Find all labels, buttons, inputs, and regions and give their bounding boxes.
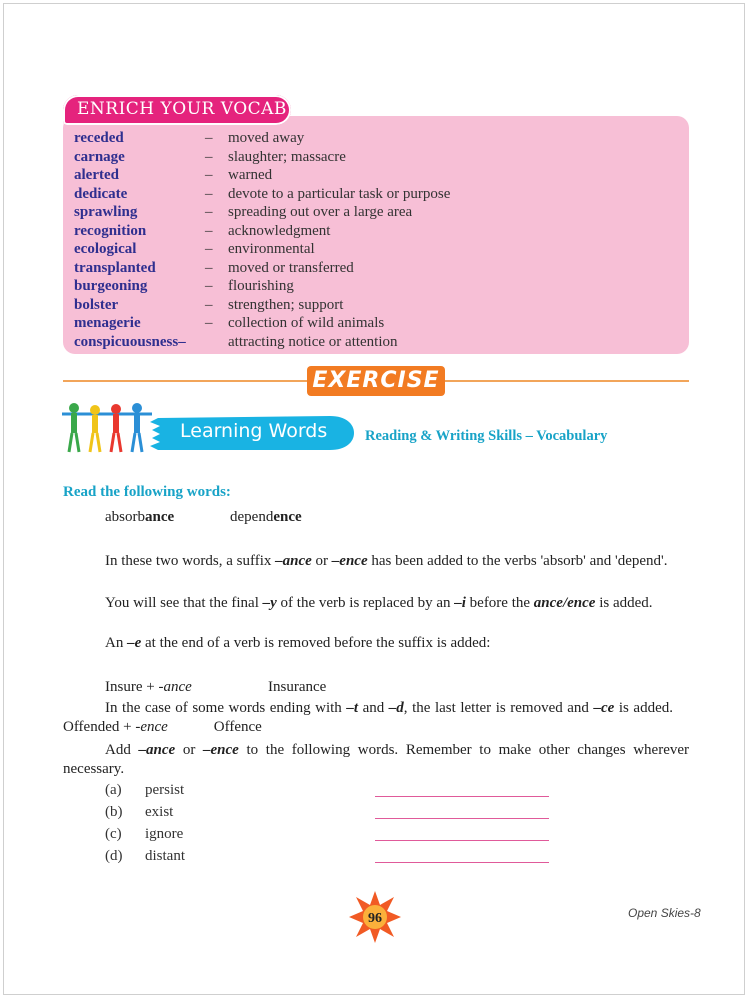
vocab-dash: – (205, 148, 213, 165)
learning-words-subtitle: Reading & Writing Skills – Vocabulary (365, 428, 608, 444)
vocab-meaning: environmental (228, 241, 315, 257)
question-word: ignore (145, 826, 184, 842)
paragraph-1: In these two words, a suffix –ance or –ence has been added to the verbs 'absorb' and 'depend'. (105, 553, 668, 569)
vocab-dash: – (205, 185, 213, 202)
vocab-meaning: acknowledgment (228, 222, 331, 239)
vocab-word: alerted (74, 167, 119, 183)
answer-line[interactable] (375, 818, 549, 819)
vocab-word: ecological (74, 241, 137, 257)
example-stem: depend (230, 509, 274, 525)
answer-line[interactable] (375, 840, 549, 841)
vocab-title-tag (63, 95, 291, 125)
vocab-dash: – (205, 259, 213, 276)
vocab-word: recognition (74, 222, 147, 239)
question-word: persist (145, 782, 185, 798)
vocab-word: bolster (74, 296, 119, 313)
vocab-word: sprawling (74, 204, 138, 220)
example-stem: absorb (105, 509, 145, 525)
vocab-word: dedicate (74, 185, 128, 202)
answer-line[interactable] (375, 862, 549, 863)
example-word-1 (105, 508, 174, 527)
vocab-meaning: spreading out over a large area (228, 204, 413, 220)
vocab-dash: – (205, 130, 213, 146)
exercise-title: EXERCISE (312, 368, 440, 393)
vocab-dash: – (205, 315, 213, 331)
learning-words-title: Learning Words (180, 420, 328, 442)
page-number-star-icon (348, 890, 402, 944)
vocab-word: conspicuousness– (74, 333, 186, 350)
vocab-meaning: slaughter; massacre (228, 148, 346, 165)
vocab-dash: – (205, 296, 213, 313)
vocab-word: menagerie (74, 315, 141, 331)
vocab-meaning: moved away (228, 130, 305, 146)
vocab-meaning: flourishing (228, 278, 294, 294)
answer-line[interactable] (375, 796, 549, 797)
kids-holding-hands-icon (62, 400, 152, 455)
insure-example: Insure + -ance (105, 679, 192, 695)
example-suffix: ence (273, 509, 302, 525)
vocab-dash: – (205, 167, 213, 183)
paragraph-2: You will see that the final –y of the verb is replaced by an –i before the ance/ence is added. (105, 595, 653, 611)
vocab-meaning: attracting notice or attention (228, 333, 398, 350)
paragraph-4: In the case of some words ending with –t and –d, the last letter is removed and –ce is added.Offended + -ence Offence (63, 700, 673, 735)
paragraph-3: An –e at the end of a verb is removed before the suffix is added: (105, 635, 491, 651)
example-word-2 (230, 508, 302, 527)
question-label: (b) (105, 804, 123, 820)
vocab-dash: – (205, 222, 213, 239)
vocab-meaning: devote to a particular task or purpose (228, 185, 451, 202)
vocab-word: carnage (74, 148, 125, 165)
vocab-word: burgeoning (74, 278, 148, 294)
exercise-badge (307, 366, 445, 396)
page-number: 96 (368, 911, 382, 926)
question-label: (a) (105, 782, 122, 798)
insure-result: Insurance (268, 679, 327, 695)
paragraph-5: Add –ance or –ence to the following words. Remember to make other changes wherever necessary. (63, 742, 689, 777)
vocab-dash: – (205, 204, 213, 220)
question-word: exist (145, 804, 174, 820)
exercise-divider-left (63, 380, 307, 382)
example-suffix: ance (145, 509, 175, 525)
read-heading: Read the following words: (63, 484, 231, 500)
exercise-divider-right (445, 380, 689, 382)
question-label: (d) (105, 848, 123, 864)
vocab-meaning: moved or transferred (228, 259, 354, 276)
vocab-dash: – (205, 278, 213, 294)
vocab-meaning: strengthen; support (228, 296, 344, 313)
book-title: Open Skies-8 (628, 906, 701, 920)
vocab-dash: – (205, 241, 213, 257)
vocab-word: transplanted (74, 259, 156, 276)
question-label: (c) (105, 826, 122, 842)
vocab-word: receded (74, 130, 124, 146)
vocab-meaning: warned (228, 167, 273, 183)
vocab-title: ENRICH YOUR VOCAB (77, 99, 287, 119)
question-word: distant (145, 848, 185, 864)
vocab-meaning: collection of wild animals (228, 315, 385, 331)
